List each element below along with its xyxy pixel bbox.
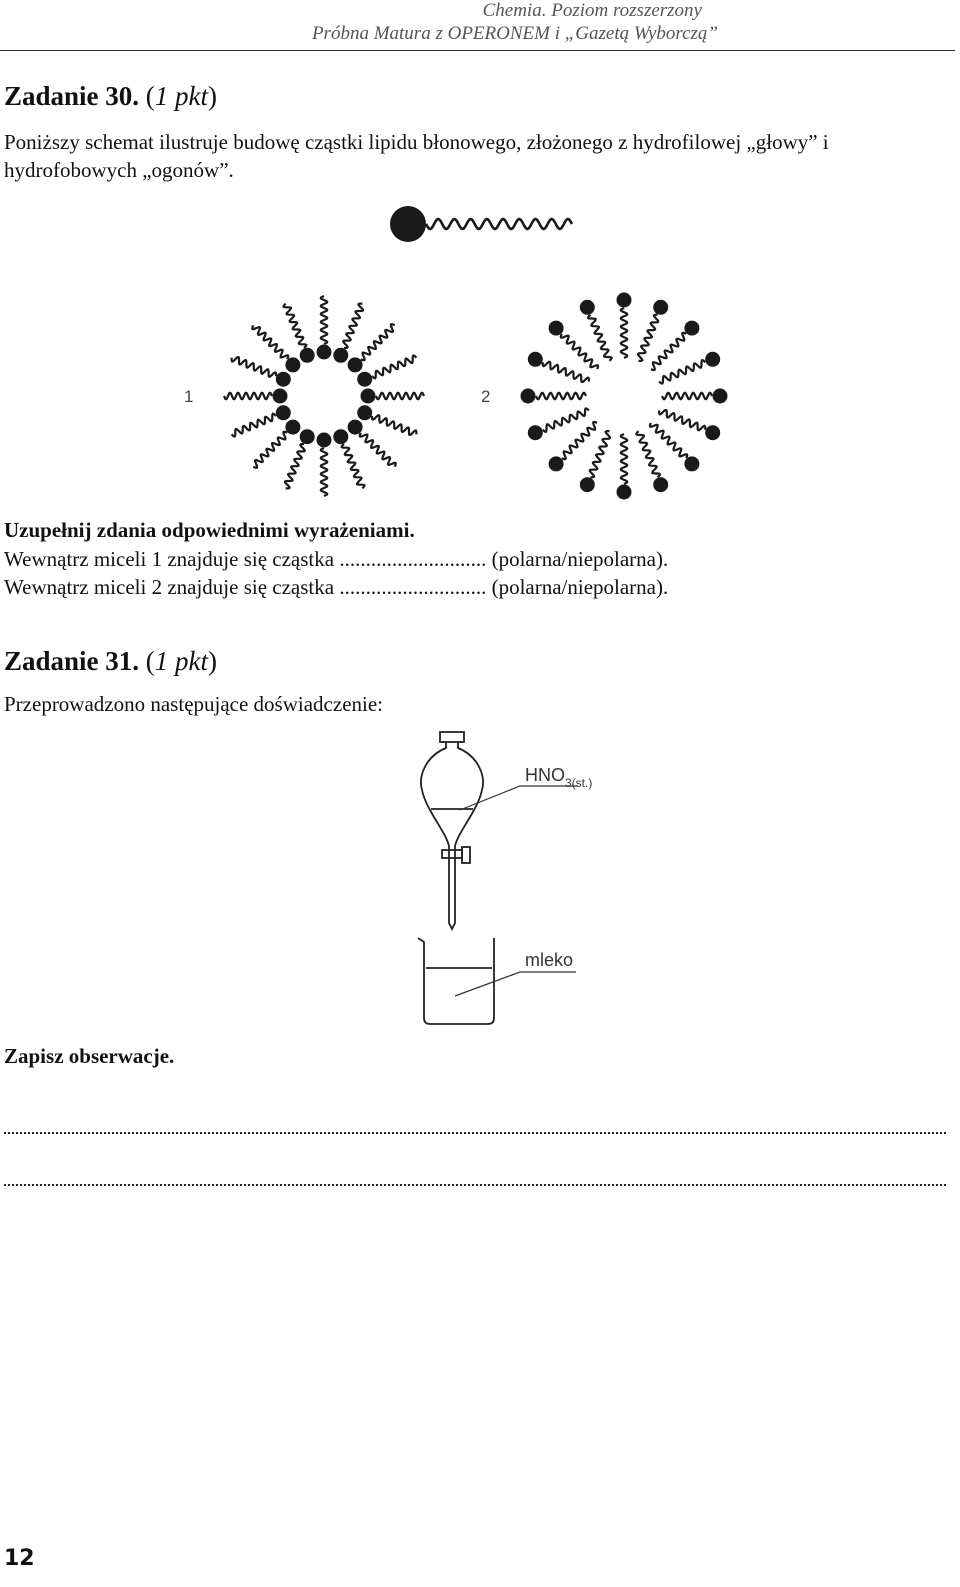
micelle-2-label: 2	[481, 387, 491, 406]
lipid-head	[521, 389, 536, 404]
lipid-head	[684, 321, 699, 336]
lipid-head	[653, 477, 668, 492]
lipid-head	[285, 357, 300, 372]
lipid-tail	[588, 315, 611, 361]
lipid-tail	[252, 325, 288, 359]
task30-description: Poniższy schemat ilustruje budowę cząstki lipidu błonowego, złożonego z hydrofilowej „głowy” i hydrofobowych „ogonów”.	[4, 130, 829, 182]
lipid-head	[617, 485, 632, 500]
lipid-tail	[636, 431, 659, 477]
task30-sentence-1: Wewnątrz miceli 1 znajduje się cząstka ............................ (polarna/niepolarna).	[4, 547, 669, 571]
header-rule	[0, 50, 955, 51]
answer-line-1[interactable]	[4, 1132, 946, 1134]
lipid-tail	[361, 324, 395, 360]
lipid-head	[357, 372, 372, 387]
acid-label: $HNO_{3(st.)}$	[525, 765, 593, 790]
lipid-head	[580, 477, 595, 492]
lipid-head	[285, 420, 300, 435]
lipid-head	[348, 357, 363, 372]
lipid-tail	[426, 219, 572, 229]
lipid-head	[549, 321, 564, 336]
task30-instruction: Uzupełnij zdania odpowiednimi wyrażeniami.	[4, 518, 415, 542]
lipid-tail	[232, 357, 276, 377]
lipid-head	[705, 425, 720, 440]
lipid-tail	[321, 296, 327, 344]
lipid-head	[300, 429, 315, 444]
lipid-tail	[590, 431, 610, 477]
micelle-1	[224, 296, 424, 496]
lipid-head	[684, 456, 699, 471]
acid-leader-line	[460, 786, 578, 810]
lipid-head	[333, 429, 348, 444]
task30-title	[4, 80, 217, 112]
task31-points: (1 pkt)	[145, 646, 218, 676]
funnel-tap	[442, 850, 462, 858]
separatory-funnel	[421, 732, 483, 929]
beaker-walls	[418, 938, 494, 1024]
lipid-head	[390, 206, 426, 242]
micelle-2	[521, 293, 728, 500]
lipid-head	[333, 348, 348, 363]
experiment-apparatus	[400, 728, 620, 1028]
lipid-head	[580, 300, 595, 315]
task30-points: (1 pkt)	[145, 81, 218, 111]
lipid-tail	[638, 315, 658, 361]
lipid-tail	[536, 393, 586, 399]
task31-title	[4, 645, 217, 677]
task30-number: Zadanie 30.	[4, 81, 140, 111]
lipid-head	[276, 372, 291, 387]
lipid-head	[528, 425, 543, 440]
lipid-head	[549, 456, 564, 471]
lipid-head	[300, 348, 315, 363]
lipid-tail	[621, 308, 627, 358]
funnel-stopper	[440, 732, 464, 742]
lipid-tail	[360, 433, 396, 467]
milk-label: mleko	[525, 950, 574, 970]
lipid-tail	[662, 393, 712, 399]
header-exam: Próbna Matura z OPERONEM i „Gazetą Wyborczą”	[311, 23, 718, 44]
lipid-head	[617, 293, 632, 308]
lipid-tail	[232, 414, 276, 437]
lipid-tail	[621, 434, 627, 484]
lipid-tail	[343, 304, 363, 348]
task31-instruction: Zapisz obserwacje.	[4, 1044, 175, 1068]
funnel-stem	[449, 878, 455, 929]
answer-line-2[interactable]	[4, 1184, 946, 1186]
lipid-head	[528, 352, 543, 367]
lipid-tail	[285, 444, 305, 488]
lipid-molecule-diagram	[380, 196, 580, 252]
lipid-tail	[342, 444, 365, 488]
lipid-tail	[659, 360, 705, 383]
lipid-tail	[372, 356, 416, 379]
lipid-tail	[562, 422, 597, 459]
lipid-head	[653, 300, 668, 315]
lipid-tail	[321, 448, 327, 496]
lipid-tail	[650, 423, 687, 458]
lipid-head	[713, 389, 728, 404]
lipid-head	[705, 352, 720, 367]
funnel-tap-handle	[462, 847, 470, 863]
lipid-head	[273, 389, 288, 404]
lipid-head	[317, 345, 332, 360]
beaker	[418, 938, 494, 1024]
lipid-tail	[543, 408, 589, 431]
lipid-tail	[224, 393, 272, 399]
task30-sentence-2: Wewnątrz miceli 2 znajduje się cząstka ............................ (polarna/niepolarna).	[4, 575, 669, 599]
lipid-tail	[253, 432, 287, 468]
lipid-tail	[372, 415, 416, 435]
lipid-head	[317, 433, 332, 448]
lipid-head	[276, 405, 291, 420]
header-subject: Chemia. Poziom rozszerzony	[482, 0, 702, 21]
lipid-tail	[659, 410, 705, 430]
task31-number: Zadanie 31.	[4, 646, 140, 676]
page-number: 12	[4, 1546, 35, 1571]
micelles-diagram	[170, 288, 750, 508]
lipid-tail	[376, 393, 424, 399]
task31-description: Przeprowadzono następujące doświadczenie:	[4, 692, 384, 716]
lipid-tail	[284, 304, 307, 348]
lipid-tail	[651, 333, 686, 370]
lipid-head	[361, 389, 376, 404]
lipid-head	[357, 405, 372, 420]
lipid-tail	[543, 362, 589, 382]
milk-leader-line	[455, 972, 576, 996]
lipid-head	[348, 420, 363, 435]
lipid-tail	[561, 334, 598, 369]
micelle-1-label: 1	[184, 387, 194, 406]
